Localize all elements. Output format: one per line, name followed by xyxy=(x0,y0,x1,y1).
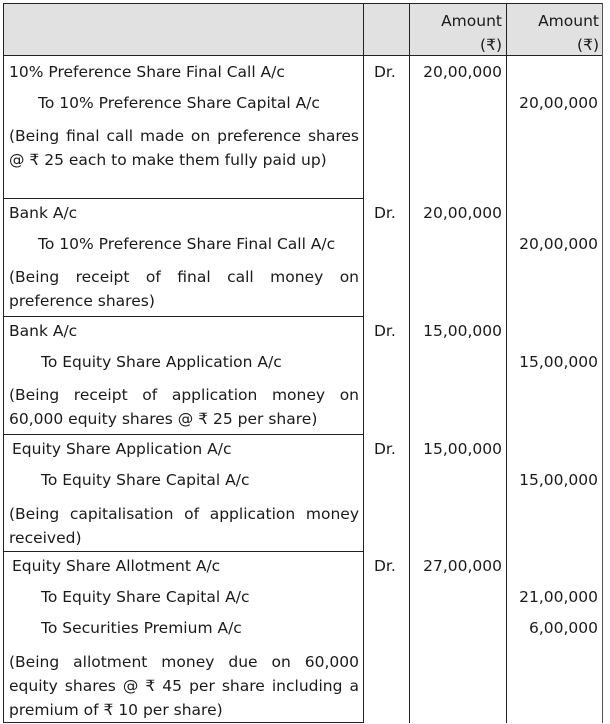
table-header xyxy=(3,3,603,56)
column-rule-particulars xyxy=(363,3,364,723)
column-rule-right xyxy=(602,3,603,723)
credit-account: To Equity Share Capital A/c xyxy=(41,588,250,606)
debit-amount: 15,00,000 xyxy=(423,440,502,458)
header-credit-label: Amount xyxy=(538,12,599,30)
debit-account: Equity Share Allotment A/c xyxy=(12,557,221,575)
credit-amount: 6,00,000 xyxy=(528,619,598,637)
entry-separator xyxy=(3,551,364,552)
credit-account: To Securities Premium A/c xyxy=(41,619,242,637)
dr-marker: Dr. xyxy=(374,204,396,222)
narration: (Being capitalisation of application money received) xyxy=(9,505,359,547)
journal-entries-table xyxy=(3,3,603,723)
entry-separator xyxy=(3,434,364,435)
dr-marker: Dr. xyxy=(374,322,396,340)
debit-amount: 20,00,000 xyxy=(423,63,502,81)
header-dr xyxy=(364,4,410,56)
debit-account: Bank A/c xyxy=(9,204,78,222)
credit-amount: 20,00,000 xyxy=(519,235,598,253)
credit-amount: 15,00,000 xyxy=(519,353,598,371)
credit-account: To Equity Share Application A/c xyxy=(41,353,282,371)
dr-marker: Dr. xyxy=(374,557,396,575)
header-credit-amount xyxy=(507,4,604,56)
credit-account: To 10% Preference Share Final Call A/c xyxy=(38,235,336,253)
header-debit-unit: (₹) xyxy=(480,36,502,54)
debit-account: Bank A/c xyxy=(9,322,78,340)
debit-amount: 15,00,000 xyxy=(423,322,502,340)
entry-separator xyxy=(3,316,364,317)
entry-separator xyxy=(3,198,364,199)
debit-account: 10% Preference Share Final Call A/c xyxy=(9,63,285,81)
narration: (Being final call made on preference shares @ ₹ 25 each to make them fully paid up) xyxy=(9,127,359,169)
header-credit-unit: (₹) xyxy=(577,36,599,54)
column-rule-left xyxy=(3,3,4,723)
debit-amount: 20,00,000 xyxy=(423,204,502,222)
narration: (Being receipt of application money on 60,000 equity shares @ ₹ 25 per share) xyxy=(9,386,359,428)
credit-account: To Equity Share Capital A/c xyxy=(41,471,250,489)
header-debit-amount xyxy=(410,4,507,56)
credit-account: To 10% Preference Share Capital A/c xyxy=(38,94,320,112)
credit-amount: 21,00,000 xyxy=(519,588,598,606)
dr-marker: Dr. xyxy=(374,63,396,81)
narration: (Being receipt of final call money on preference shares) xyxy=(9,268,359,310)
debit-account: Equity Share Application A/c xyxy=(12,440,232,458)
table-bottom-rule xyxy=(3,722,364,723)
column-rule-dr xyxy=(409,3,410,723)
dr-marker: Dr. xyxy=(374,440,396,458)
credit-amount: 20,00,000 xyxy=(519,94,598,112)
debit-amount: 27,00,000 xyxy=(423,557,502,575)
narration: (Being allotment money due on 60,000 equity shares @ ₹ 45 per share including a premium of ₹ 10 per share) xyxy=(9,653,359,719)
header-debit-label: Amount xyxy=(441,12,502,30)
credit-amount: 15,00,000 xyxy=(519,471,598,489)
header-particulars xyxy=(4,4,364,56)
